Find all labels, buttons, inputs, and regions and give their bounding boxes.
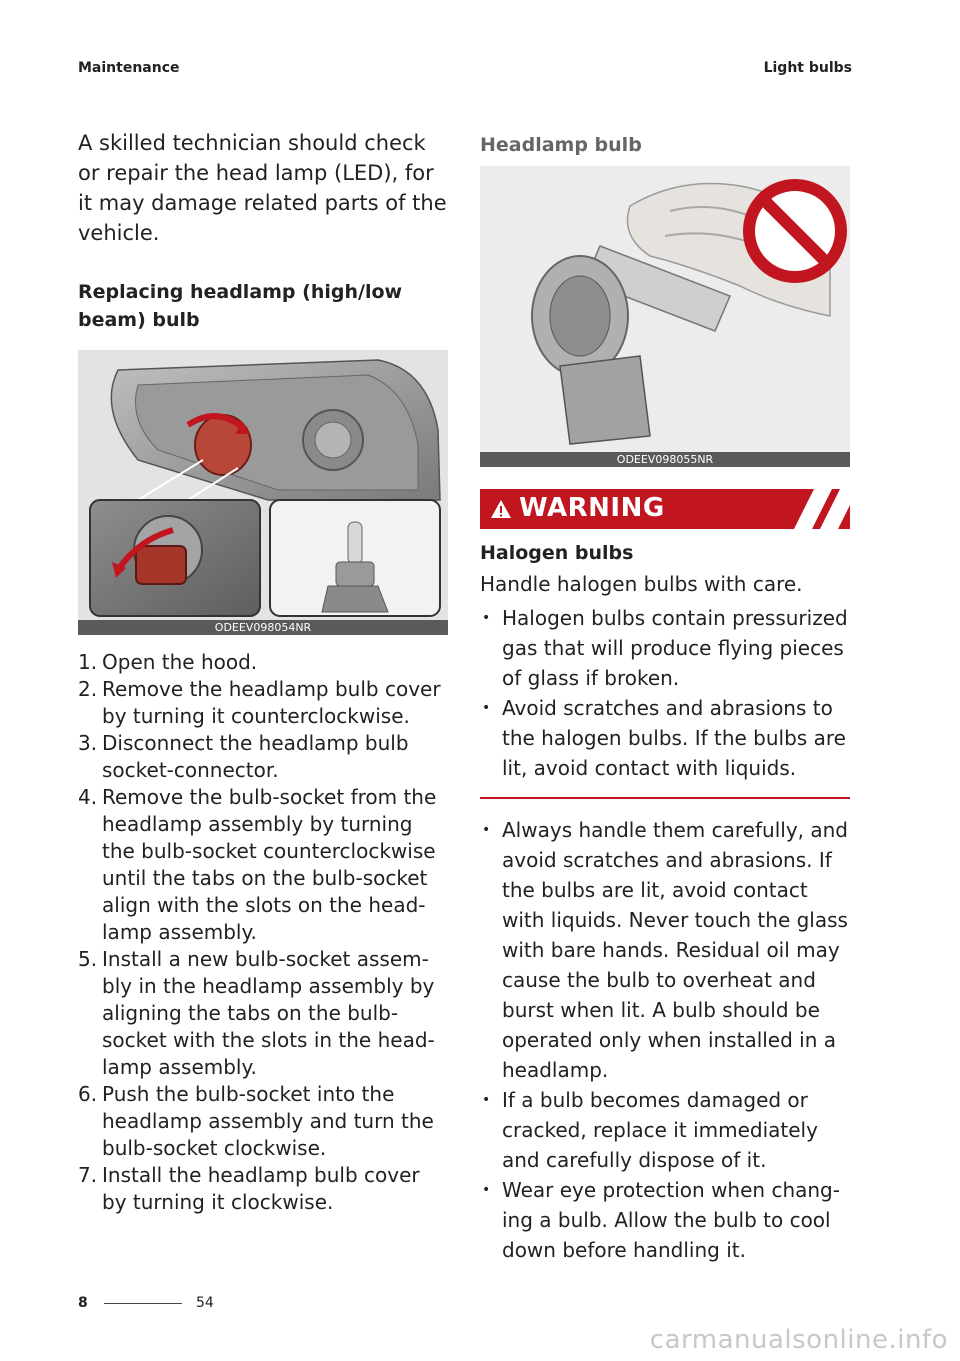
list-item: • Always handle them carefully, and avoid scratches and abrasions. If the bulbs are lit, avoid contact with liquids. Never touch the glass with bare hands. Residual oil may cause the bulb to overheat and burst when lit. A bulb should be operated only when installed in a headlamp. [480,815,850,1085]
step-item: 4. Remove the bulb-socket from the headlamp assembly by turning the bulb-socket counterclockwise until the tabs on the bulb-socket align with the slots on the head-lamp assembly. [78,785,437,944]
list-item: • Wear eye protection when chang-ing a bulb. Allow the bulb to cool down before handling it. [480,1175,850,1265]
headlamp-assembly-illustration [78,350,448,620]
step-item: 1. Open the hood. [78,650,258,674]
warning-bullets-b [480,815,850,1265]
warning-stripes-decoration [780,489,850,529]
warning-subtitle: Halogen bulbs [480,542,634,564]
warning-divider [480,797,850,799]
section-heading-headlamp-bulb: Headlamp bulb [480,134,642,156]
figure-caption-right: ODEEV098055NR [480,452,850,467]
list-item: • If a bulb becomes damaged or cracked, replace it immediately and carefully dispose of it. [480,1085,850,1175]
left-column [78,128,448,1216]
bulb-handling-illustration [480,166,850,452]
step-item: 2. Remove the headlamp bulb cover by turning it counterclockwise. [78,677,441,728]
step-item: 3. Disconnect the headlamp bulb socket-connector. [78,731,409,782]
section-heading-replacing: Replacing headlamp (high/low beam) bulb [78,281,403,331]
list-item: • Avoid scratches and abrasions to the halogen bulbs. If the bulbs are lit, avoid contact with liquids. [480,693,850,783]
warning-triangle-icon [490,499,512,519]
figure-caption-left: ODEEV098054NR [78,620,448,635]
warning-lead: Handle halogen bulbs with care. [480,572,803,596]
list-item: • Halogen bulbs contain pressurized gas that will produce flying pieces of glass if broken. [480,603,850,693]
headlamp-assembly-figure [78,350,448,635]
footer-chapter-number: 8 [78,1295,88,1311]
warning-title: WARNING [519,493,665,523]
right-column [480,128,850,1265]
step-item: 6. Push the bulb-socket into the headlamp assembly and turn the bulb-socket clockwise. [78,1082,434,1160]
step-item: 5. Install a new bulb-socket assem-bly in the headlamp assembly by aligning the tabs on the bulb-socket with the slots in the head-lamp assembly. [78,947,435,1079]
warning-bullets-a [480,603,850,783]
running-header-section: Maintenance [78,60,180,76]
headlamp-assembly-drawing [78,350,448,620]
footer-page-number: 54 [196,1295,214,1311]
bulb-handling-drawing [480,166,850,452]
headlamp-bulb-figure [480,166,850,467]
step-item: 7. Install the headlamp bulb cover by turning it clockwise. [78,1163,420,1214]
footer-rule [104,1303,182,1304]
warning-banner [480,489,850,529]
steps-list [78,649,448,1216]
running-header-topic: Light bulbs [763,60,852,76]
watermark: carmanualsonline.info [649,1325,948,1355]
intro-paragraph: A skilled technician should check or repair the head lamp (LED), for it may damage related parts of the vehicle. [78,131,447,245]
